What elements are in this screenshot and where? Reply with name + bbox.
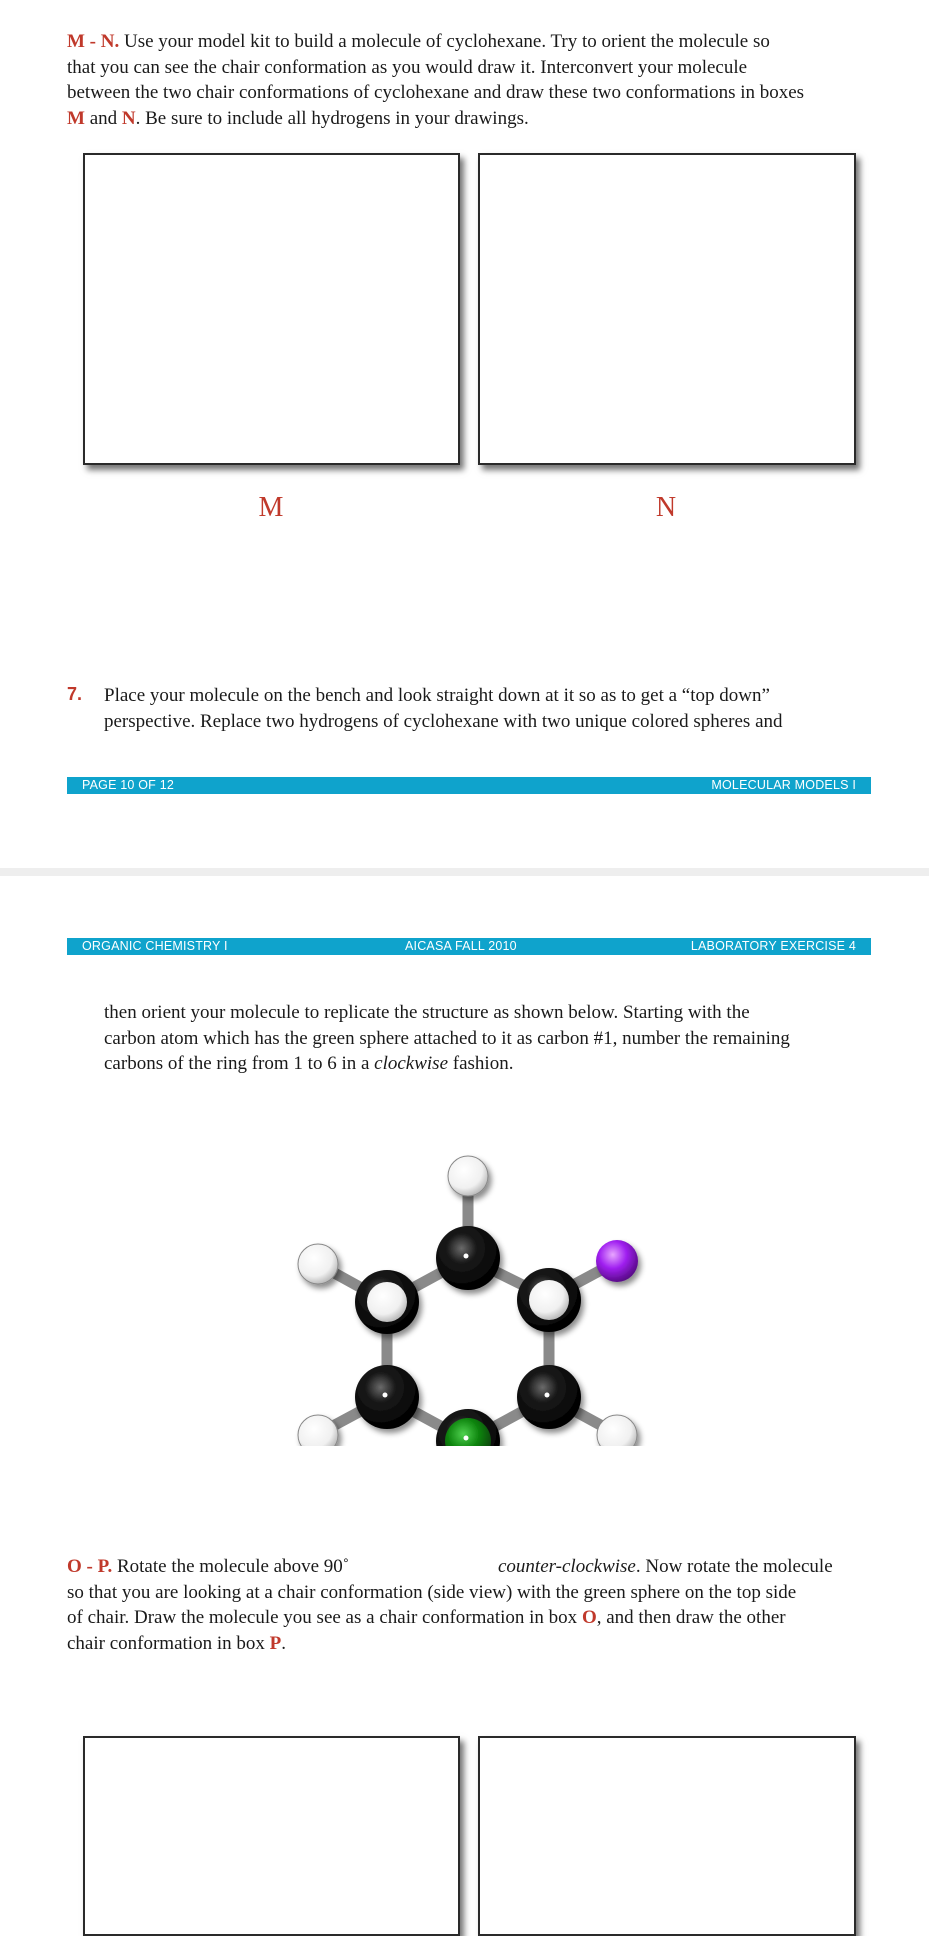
question-7-line-2: perspective. Replace two hydrogens of cyclohexane with two unique colored spheres and (104, 710, 783, 732)
carbon-atom-lower-right (517, 1365, 581, 1429)
counter-clockwise: counter-clockwise (498, 1556, 636, 1577)
footer-title: MOLECULAR MODELS I (711, 778, 856, 792)
continued-line-2: carbon atom which has the green sphere attached to it as carbon #1, number the remaining (104, 1027, 790, 1049)
carbon-highlight-lower-right (545, 1393, 550, 1398)
continued-line-3-end: fashion. (448, 1053, 514, 1074)
answer-box-n[interactable] (478, 153, 856, 465)
answer-box-m[interactable] (83, 153, 460, 465)
hydrogen-atom-lower-left (298, 1415, 338, 1446)
question-7-text (104, 683, 894, 734)
header-term: AICASA FALL 2010 (405, 939, 517, 953)
continued-line-3 (104, 1051, 894, 1077)
section-op-text-4b: . (281, 1632, 286, 1654)
hydrogen-atom-lower-right (597, 1415, 637, 1446)
section-mn-line-1 (67, 29, 887, 55)
section-op-text-4a: chair conformation in box (67, 1632, 270, 1654)
header-exercise: LABORATORY EXERCISE 4 (690, 939, 856, 953)
section-op-text-1b (498, 1554, 833, 1580)
section-mn-line-2: that you can see the chair conformation as you would draw it. Interconvert your molecule (67, 56, 748, 78)
hydrogen-atom-top (448, 1156, 488, 1196)
section-op-text-3b: , and then draw the other (596, 1607, 786, 1628)
page-separator (0, 868, 929, 876)
page-footer-band (67, 777, 871, 794)
section-op-line-4 (67, 1631, 887, 1657)
carbon-highlight-lower-left (383, 1393, 388, 1398)
box-ref-n: N (121, 107, 136, 129)
carbon-atom-upper-right-hydrogen (529, 1280, 569, 1320)
carbon-atom-lower-left (355, 1365, 419, 1429)
green-sphere-highlight (464, 1436, 469, 1441)
section-mn-line-3: between the two chair conformations of cyclohexane and draw these two conformations in boxes (67, 82, 805, 103)
continued-line-3-start: carbons of the ring from 1 to 6 in a (104, 1053, 375, 1074)
section-mn-instructions (67, 29, 887, 131)
carbon-highlight-top (464, 1254, 469, 1259)
section-op-line-2: so that you are looking at a chair conformation (side view) with the green sphere on the top side (67, 1581, 797, 1603)
box-label-m: M (258, 492, 284, 523)
box-ref-p: P (269, 1632, 282, 1654)
question-7-continued (104, 1000, 894, 1077)
section-op-instructions (67, 1554, 887, 1656)
section-mn-label: M - N. (67, 31, 120, 52)
footer-page-number: PAGE 10 OF 12 (82, 778, 174, 792)
section-op-label: O - P. (67, 1556, 113, 1577)
section-mn-line-4 (67, 106, 887, 132)
page-header-band (67, 938, 871, 955)
section-op-line-3 (67, 1605, 887, 1631)
header-course: ORGANIC CHEMISTRY I (82, 939, 228, 953)
answer-box-p[interactable] (478, 1736, 856, 1936)
document-page-11 (0, 876, 929, 1920)
section-op-text-1c: . Now rotate the molecule (635, 1556, 833, 1577)
section-mn-text-1: Use your model kit to build a molecule of cyclohexane. Try to orient the molecule so (123, 31, 770, 52)
question-7-number: 7. (67, 684, 83, 704)
box-ref-m: M (67, 107, 85, 129)
box-ref-o: O (581, 1607, 597, 1628)
section-op-text-1a: Rotate the molecule above 90˚ (116, 1556, 350, 1577)
continued-clockwise: clockwise (374, 1053, 449, 1074)
question-7-line-1: Place your molecule on the bench and look straight down at it so as to get a “top down” (104, 685, 770, 706)
section-op-text-3a: of chair. Draw the molecule you see as a chair conformation in box (67, 1607, 582, 1628)
cyclohexane-model-illustration (280, 1146, 660, 1446)
section-op-line-1 (67, 1554, 887, 1580)
continued-line-1: then orient your molecule to replicate the structure as shown below. Starting with the (104, 1002, 750, 1023)
carbon-atom-upper-left-hydrogen (367, 1282, 407, 1322)
line4-and: and (84, 107, 122, 129)
answer-box-o[interactable] (83, 1736, 460, 1936)
box-label-n: N (655, 492, 677, 523)
line4-rest: . Be sure to include all hydrogens in your drawings. (135, 107, 529, 129)
carbon-atom-top (436, 1226, 500, 1290)
document-page-10 (0, 0, 929, 868)
purple-sphere (596, 1240, 638, 1282)
hydrogen-atom-upper-left (298, 1244, 338, 1284)
